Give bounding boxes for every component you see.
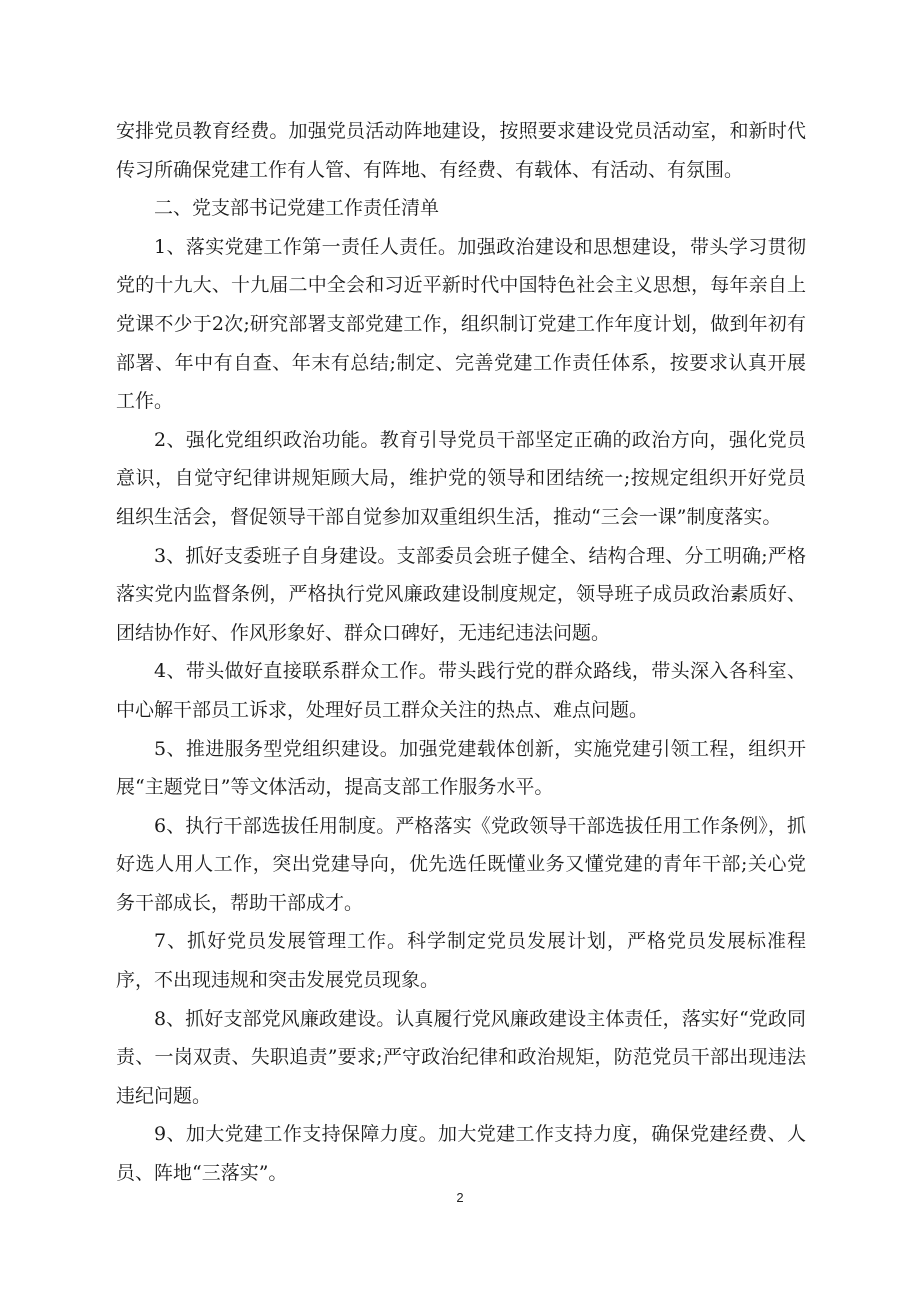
document-body (116, 112, 806, 1193)
page-number: 2 (456, 1190, 464, 1205)
list-item: 1、落实党建工作第一责任人责任。加强政治建设和思想建设，带头学习贯彻党的十九大、十九届二中全会和习近平新时代中国特色社会主义思想，每年亲自上党课不少于2次;研究部署支部党建工作，组织制订党建工作年度计划，做到年初有部署、年中有自查、年末有总结;制定、完善党建工作责任体系，按要求认真开展工作。 (116, 235, 806, 413)
list-item: 9、加大党建工作支持保障力度。加大党建工作支持力度，确保党建经费、人员、阵地“三落实”。 (116, 1123, 806, 1185)
section-heading: 二、党支部书记党建工作责任清单 (154, 197, 440, 220)
list-item: 4、带头做好直接联系群众工作。带头践行党的群众路线，带头深入各科室、中心解干部员工诉求，处理好员工群众关注的热点、难点问题。 (116, 660, 806, 721)
list-item: 8、抓好支部党风廉政建设。认真履行党风廉政建设主体责任，落实好“党政同责、一岗双责、失职追责”要求;严守政治纪律和政治规矩，防范党员干部出现违法违纪问题。 (116, 1007, 806, 1107)
list-item: 6、执行干部选拔任用制度。严格落实《党政领导干部选拔任用工作条例》，抓好选人用人工作，突出党建导向，优先选任既懂业务又懂党建的青年干部;关心党务干部成长，帮助干部成才。 (116, 814, 806, 914)
list-item: 2、强化党组织政治功能。教育引导党员干部坚定正确的政治方向，强化党员意识，自觉守纪律讲规矩顾大局，维护党的领导和团结统一;按规定组织开好党员组织生活会，督促领导干部自觉参加双重组织生活，推动“三会一课”制度落实。 (116, 428, 806, 528)
list-item: 7、抓好党员发展管理工作。科学制定党员发展计划，严格党员发展标准程序，不出现违规和突击发展党员现象。 (116, 930, 806, 992)
paragraph-continuation: 安排党员教育经费。加强党员活动阵地建设，按照要求建设党员活动室，和新时代传习所确保党建工作有人管、有阵地、有经费、有载体、有活动、有氛围。 (116, 120, 806, 181)
list-item: 3、抓好支委班子自身建设。支部委员会班子健全、结构合理、分工明确;严格落实党内监督条例，严格执行党风廉政建设制度规定，领导班子成员政治素质好、团结协作好、作风形象好、群众口碑好，无违纪违法问题。 (116, 544, 806, 644)
list-item: 5、推进服务型党组织建设。加强党建载体创新，实施党建引领工程，组织开展“主题党日”等文体活动，提高支部工作服务水平。 (116, 737, 806, 799)
